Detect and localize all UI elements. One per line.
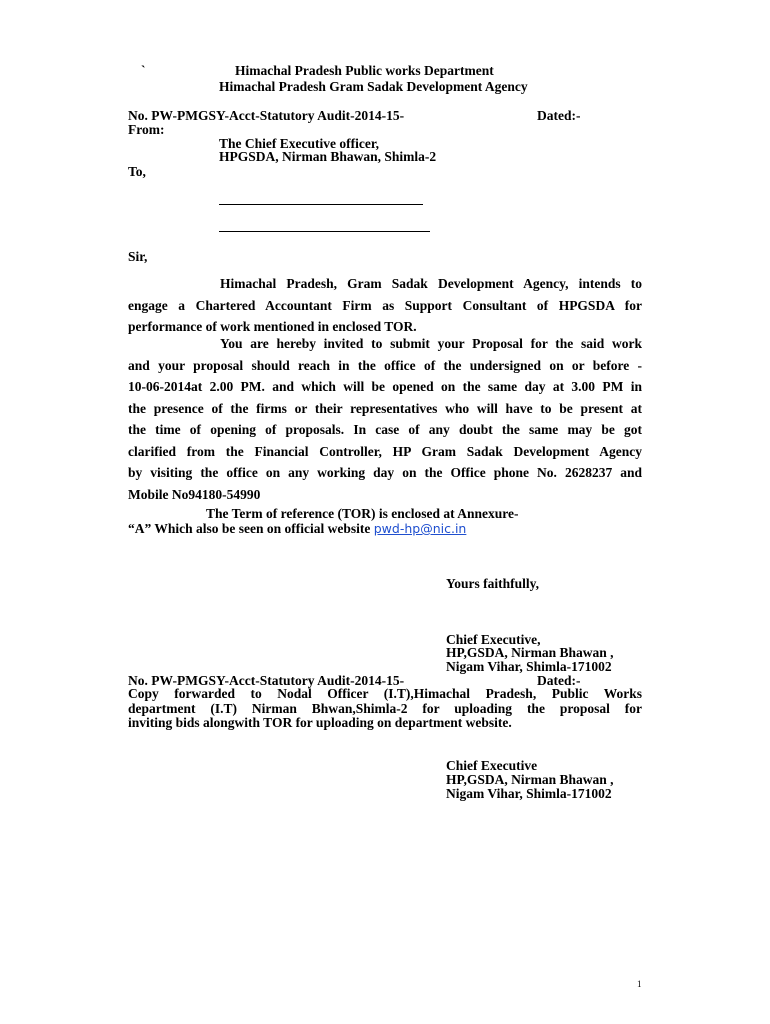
website-link[interactable]: pwd-hp@nic.in [373,521,467,536]
paragraph-line: Mobile No94180-54990 [128,486,261,502]
body-paragraph-2 [128,333,642,505]
dated-label: Dated:- [537,108,581,123]
website-sentence [128,521,466,537]
paragraph-line: Himachal Pradesh, Gram Sadak Development Agency, intends to [220,276,642,291]
signature-address-2: Nigam Vihar, Shimla-171002 [446,786,612,801]
paragraph-line: the presence of the firms or their representatives who will have to be present at [128,400,642,416]
from-label: From: [128,122,165,137]
paragraph-line: department (I.T) Nirman Bhwan,Shimla-2 for uploading the proposal for [128,700,642,716]
paragraph-line: by visiting the office on any working day on the Office phone No. 2628237 and [128,465,642,480]
endorsement-dated: Dated:- [537,673,581,688]
signature-office: HP,GSDA, Nirman Bhawan , [446,645,614,660]
backtick-mark: ` [141,63,146,78]
signature-title-2: Chief Executive [446,758,538,773]
department-title: Himachal Pradesh Public works Department [235,63,494,78]
paragraph-line: 10-06-2014at 2.00 PM. and which will be opened on the same day at 3.00 PM in [128,379,642,394]
to-label: To, [128,164,146,179]
paragraph-line: performance of work mentioned in enclosed TOR. [128,319,417,334]
reference-number: No. PW-PMGSY-Acct-Statutory Audit-2014-15- [128,108,405,123]
paragraph-line: clarified from the Financial Controller, HP Gram Sadak Development Agency [128,443,642,459]
salutation: Sir, [128,249,148,264]
body-paragraph-1 [128,273,642,338]
signature-address: Nigam Vihar, Shimla-171002 [446,659,612,674]
paragraph-line: the time of opening of proposals. In case of any doubt the same may be got [128,422,642,437]
yours-faithfully: Yours faithfully, [446,576,540,591]
paragraph-line: inviting bids alongwith TOR for uploading on department website. [128,715,512,730]
paragraph-line: engage a Chartered Accountant Firm as Support Consultant of HPGSDA for [128,297,642,313]
address-blank-line-2 [219,231,430,232]
agency-title: Himachal Pradesh Gram Sadak Development Agency [219,79,528,94]
endorsement-number: No. PW-PMGSY-Acct-Statutory Audit-2014-15- [128,673,405,688]
paragraph-line: You are hereby invited to submit your Proposal for the said work [220,336,642,351]
website-sentence-text: “A” Which also be seen on official website [128,521,374,536]
signature-office-2: HP,GSDA, Nirman Bhawan , [446,772,614,787]
address-blank-line-1 [219,204,423,205]
paragraph-line: and your proposal should reach in the office of the undersigned on or before - [128,357,642,373]
page-number: 1 [637,979,642,989]
from-line-1: The Chief Executive officer, [219,136,379,151]
endorsement-paragraph [128,687,642,731]
from-line-2: HPGSDA, Nirman Bhawan, Shimla-2 [219,149,437,164]
paragraph-line: Copy forwarded to Nodal Officer (I.T),Himachal Pradesh, Public Works [128,686,642,701]
signature-title: Chief Executive, [446,632,541,647]
tor-sentence: The Term of reference (TOR) is enclosed at Annexure- [206,506,519,521]
